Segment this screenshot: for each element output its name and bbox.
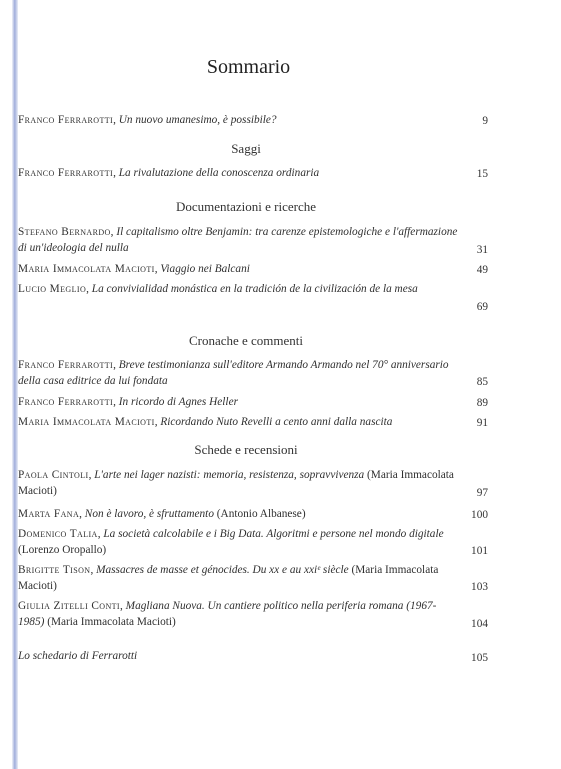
toc-entry: Giulia Zitelli Conti, Magliana Nuova. Un cantiere politico nella periferia romana (1967-1985) (Maria Immacolata Macioti) [18,600,437,628]
entry-author: Paola Cintoli [18,469,89,481]
entry-page-number: 103 [471,581,488,593]
entry-author: Lucio Meglio [18,283,87,295]
entry-reviewer: (Maria Immacolata Macioti) [18,469,454,497]
entry-author: Maria Immacolata Macioti [18,263,155,275]
entry-title: Breve testimonianza sull'editore Armando Armando nel 70° anniversario della casa editrice da lui fondata [18,359,449,387]
entry-author: Franco Ferrarotti [18,359,114,371]
toc-entry-schedario: Lo schedario di Ferrarotti [18,650,138,662]
section-heading-documentazioni: Documentazioni e ricerche [175,199,317,214]
toc-entry: Marta Fana, Non è lavoro, è sfruttamento (Antonio Albanese) [18,508,306,520]
entry-author: Domenico Talia [18,528,98,540]
entry-reviewer: (Antonio Albanese) [216,508,306,520]
entry-page-number: 104 [471,618,488,630]
entry-page-number: 97 [476,487,488,499]
entry-title: Non è lavoro, è sfruttamento [84,508,214,520]
section-heading-saggi: Saggi [231,141,261,156]
entry-title: Ricordando Nuto Revelli a cento anni dalla nascita [160,416,393,428]
section-heading-schede: Schede e recensioni [194,442,298,457]
entry-title: In ricordo di Agnes Heller [118,396,238,408]
entry-page-number: 100 [471,509,488,521]
entry-title: Un nuovo umanesimo, è possibile? [118,114,277,126]
entry-page-number: 49 [476,264,488,276]
toc-entry: Franco Ferrarotti, La rivalutazione della conoscenza ordinaria [18,167,320,179]
entry-page-number: 85 [476,376,488,388]
entry-title: L'arte nei lager nazisti: memoria, resistenza, sopravvivenza [94,469,365,481]
entry-author: Maria Immacolata Macioti [18,416,155,428]
entry-title: Viaggio nei Balcani [160,263,250,275]
toc-entry: Franco Ferrarotti, Un nuovo umanesimo, è possibile? [18,114,277,126]
entry-page-number: 15 [476,168,488,180]
toc-entry: Franco Ferrarotti, In ricordo di Agnes Heller [18,396,238,408]
entry-reviewer: (Maria Immacolata Macioti) [47,616,176,628]
toc-entry: Franco Ferrarotti, Breve testimonianza sull'editore Armando Armando nel 70° anniversario della casa editrice da lui fondata [18,359,449,387]
entry-page-number: 31 [476,244,488,256]
entry-title: La rivalutazione della conoscenza ordinaria [118,167,320,179]
entry-author: Marta Fana [18,508,80,520]
section-heading-cronache: Cronache e commenti [188,333,304,348]
entry-page-number: 105 [471,652,488,664]
entry-page-number: 69 [476,301,488,313]
entry-page-number: 89 [476,397,488,409]
entry-author: Stefano Bernardo [18,226,111,238]
entry-title: La convivialidad monástica en la tradición de la civilización de la mesa [91,283,418,295]
page-title: Sommario [206,56,291,78]
toc-entry: Stefano Bernardo, Il capitalismo oltre Benjamin: tra carenze epistemologiche e l'affermazione di un'ideologia del nulla [18,226,458,254]
entry-title: Massacres de masse et génocides. Du xx e au xxiᵉ siècle [96,564,349,576]
entry-author: Brigitte Tison [18,564,91,576]
toc-entry: Maria Immacolata Macioti, Ricordando Nuto Revelli a cento anni dalla nascita [18,416,393,428]
toc-entry: Paola Cintoli, L'arte nei lager nazisti: memoria, resistenza, sopravvivenza (Maria Immacolata Macioti) [18,469,454,497]
entry-title: Magliana Nuova. Un cantiere politico nella periferia romana (1967-1985) [18,600,437,628]
entry-author: Franco Ferrarotti [18,114,114,126]
entry-author: Giulia Zitelli Conti [18,600,120,612]
entry-page-number: 91 [476,417,488,429]
entry-title: Il capitalismo oltre Benjamin: tra carenze epistemologiche e l'affermazione di un'ideologia del nulla [18,226,458,254]
entry-author: Franco Ferrarotti [18,396,114,408]
toc-entry: Lucio Meglio, La convivialidad monástica en la tradición de la civilización de la mesa [18,283,418,295]
entry-page-number: 101 [471,545,488,557]
toc-entry: Domenico Talia, La società calcolabile e i Big Data. Algoritmi e persone nel mondo digitale (Lorenzo Oropallo) [18,528,444,556]
entry-reviewer: (Lorenzo Oropallo) [18,544,107,556]
entry-page-number: 9 [482,115,488,127]
toc-entry: Maria Immacolata Macioti, Viaggio nei Balcani [18,263,250,275]
entry-title: La società calcolabile e i Big Data. Algoritmi e persone nel mondo digitale [103,528,444,540]
entry-reviewer: (Maria Immacolata Macioti) [18,564,439,592]
entry-author: Franco Ferrarotti [18,167,114,179]
toc-entry: Brigitte Tison, Massacres de masse et génocides. Du xx e au xxiᵉ siècle (Maria Immacolata Macioti) [18,564,439,592]
